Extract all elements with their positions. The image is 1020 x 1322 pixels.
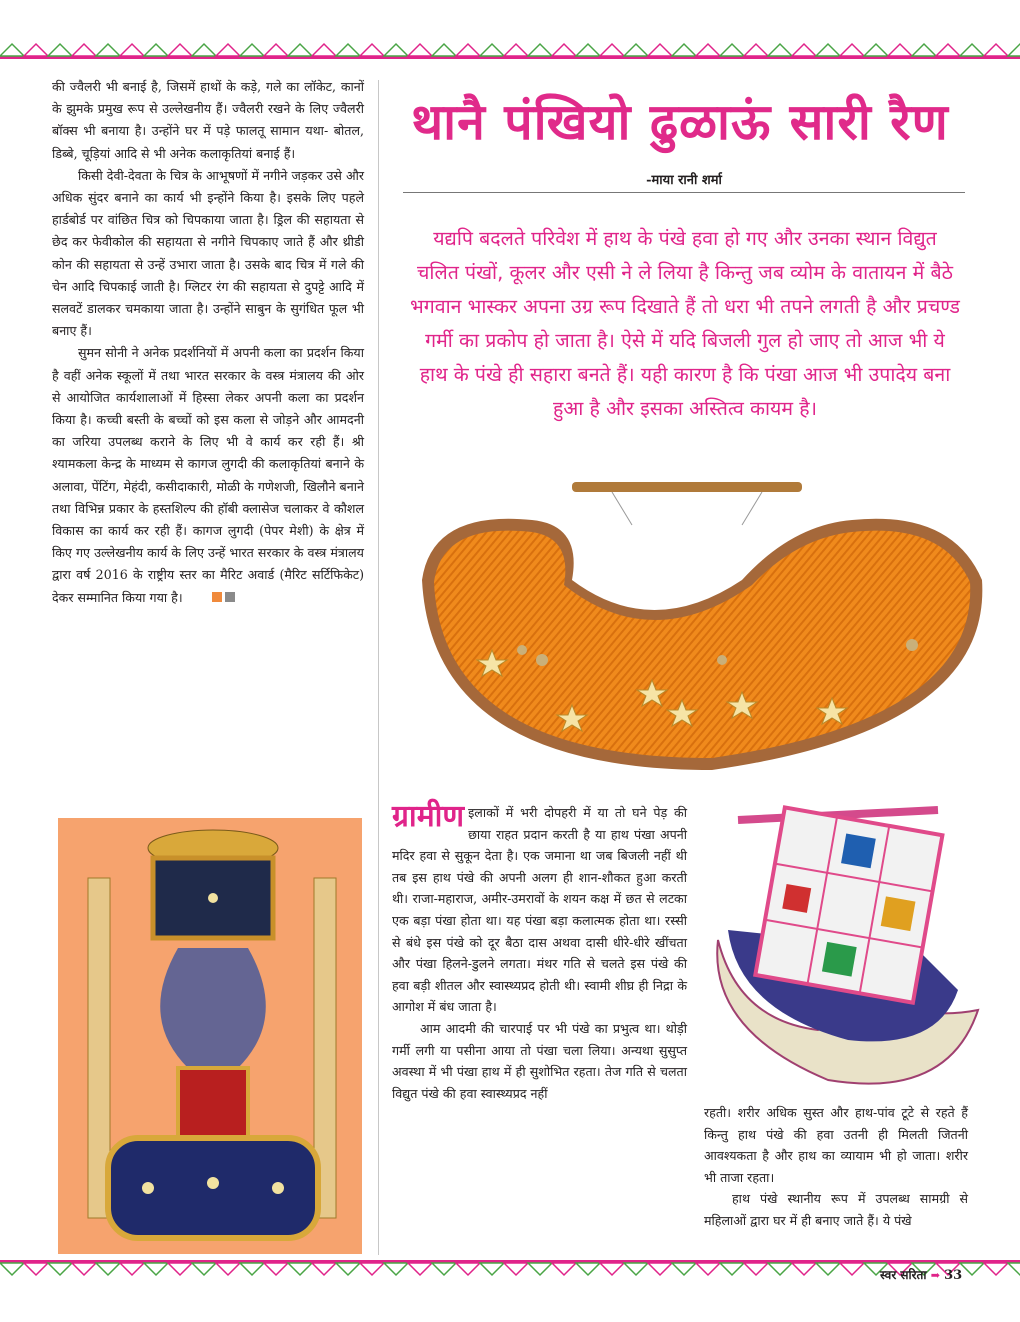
article-author: -माया रानी शर्मा	[646, 173, 722, 188]
article-intro: यद्यपि बदलते परिवेश में हाथ के पंखे हवा हो गए और उनका स्थान विद्युत चलित पंखों, कूलर और एसी ने ले लिया है किन्तु जब व्योम के वातायन में बैठे भगवान भास्कर अपना उग्र रूप दिखाते हैं तो धरा भी तपने लगती है और प्रचण्ड गर्मी का प्रकोप हो जाता है। ऐसे में यदि बिजली गुल हो जाए तो आज भी ये हाथ के पंखे ही सहारा बनते हैं। यही कारण है कि पंखा आज भी उपादेय बना हुआ है और इसका अस्तित्व कायम है।	[410, 227, 960, 420]
magazine-name: स्वर सरिता	[880, 1268, 927, 1282]
column-divider	[378, 80, 379, 1255]
paper-mache-lantern-image	[58, 818, 362, 1254]
embroidered-hand-fan-image	[698, 800, 988, 1100]
page-footer	[880, 1266, 962, 1283]
right-paragraph-2: हाथ पंखे स्थानीय रूप में उपलब्ध सामग्री से महिलाओं द्वारा घर में ही बनाए जाते हैं। ये पंखे	[704, 1191, 968, 1228]
decorative-top-border	[0, 38, 1020, 78]
dropcap-word: ग्रामीण	[392, 799, 465, 834]
left-paragraph-1: की ज्वैलरी भी बनाई है, जिसमें हाथों के कड़े, गले का लॉकेट, कानों के झुमके प्रमुख रूप से उल्लेखनीय हैं। ज्वैलरी रखने के लिए ज्वैलरी बॉक्स भी बनाया है। उन्होंने घर में पड़े फालतू सामान यथा- बोतल, डिब्बे, चूड़ियां आदि से भी अनेक कलाकृतियां बनाई हैं।	[52, 79, 364, 161]
arrow-icon: ➡	[930, 1269, 940, 1282]
left-paragraph-3: सुमन सोनी ने अनेक प्रदर्शनियों में अपनी कला का प्रदर्शन किया है वहीं अनेक स्कूलों में तथा भारत सरकार के वस्त्र मंत्रालय की ओर से आयोजित कार्यशालाओं में हिस्सा लेकर अपनी कला का प्रदर्शन किया है। कच्ची बस्ती के बच्चों को इस कला से जोड़ने और आमदनी का जरिया उपलब्ध कराने के लिए भी वे कार्य कर रही हैं। श्री श्यामकला केन्द्र के माध्यम से कागज लुगदी की कलाकृतियां बनाने के अलावा, पेंटिंग, मेहंदी, कसीदाकारी, मोळी के गणेशजी, खिलौने बनाने तथा विभिन्न प्रकार के हस्तशिल्प की हॉबी क्लासेज चलाकर वे कौशल विकास का कार्य कर रही हैं। कागज लुगदी (पेपर मेशी) के क्षेत्र में किए गए उल्लेखनीय कार्य के लिए उन्हें भारत सरकार के वस्त्र मंत्रालय द्वारा वर्ष 2016 के राष्ट्रीय स्तर का मैरिट अवार्ड (मैरिट सर्टिफिकेट) देकर सम्मानित किया गया है।	[52, 345, 365, 605]
end-of-section-marks	[183, 587, 235, 609]
article-title: थानै पंखियो ढुळाऊं सारी रैण	[411, 92, 949, 151]
right-column	[704, 1102, 968, 1232]
orange-hand-fan-image	[412, 470, 992, 790]
right-paragraph-1: रहती। शरीर अधिक सुस्त और हाथ-पांव टूटे से रहते हैं किन्तु हाथ पंखे की हवा उतनी ही मिलती जितनी आवश्यकता है और हाथ का व्यायाम भी हो जाता। शरीर भी ताजा रहता।	[704, 1105, 968, 1185]
left-paragraph-2: किसी देवी-देवता के चित्र के आभूषणों में नगीने जड़कर उसे और अधिक सुंदर बनाने का कार्य भी इन्होंने किया है। इसके लिए पहले हार्डबोर्ड पर वांछित चित्र को चिपकाया जाता है। ड्रिल की सहायता से छेद कर फेवीकोल की सहायता से नगीने चिपकाए जाते हैं और थ्रीडी कोन की सहायता से उन्हें उभारा जाता है। उसके बाद चित्र में गले की चेन आदि चिपकाई जाती है। ग्लिटर रंग की सहायता से दुपट्टे आदि में सलवटें डालकर चमकाया जाता है। उन्होंने साबुन के सुगंधित फूल भी बनाए हैं।	[52, 167, 364, 339]
middle-column	[392, 799, 687, 1104]
middle-paragraph-1: इलाकों में भरी दोपहरी में या तो घने पेड़ की छाया राहत प्रदान करती है या हाथ पंखा अपनी मदिर हवा से सुकून देता है। एक जमाना था जब बिजली नहीं थी तब इस हाथ पंखे की अपनी अलग ही शान-शौकत हुआ करती थी। राजा-महाराज, अमीर-उमरावों के शयन कक्ष में छत से लटका एक बड़ा पंखा होता था। यह पंखा बड़ा कलात्मक होता था। रस्सी से बंधे इस पंखे को दूर बैठा दास अथवा दासी धीरे-धीरे खींचता और पंखा हिलने-डुलने लगता। मंथर गति से चलते इस पंखे की हवा बड़ी शीतल और स्वास्थ्यप्रद होती थी। स्वामी शीघ्र ही निद्रा के आगोश में बंध जाता है।	[392, 805, 687, 1015]
middle-paragraph-2: आम आदमी की चारपाई पर भी पंखे का प्रभुत्व था। थोड़ी गर्मी लगी या पसीना आया तो पंखा चला लिया। अन्यथा सुसुप्त अवस्था में भी पंखा हाथ में ही सुशोभित रहता। तेज गति से चलता विद्युत पंखे की हवा स्वास्थ्यप्रद नहीं	[392, 1020, 687, 1101]
page-number: 33	[944, 1268, 963, 1283]
title-rule	[403, 192, 965, 193]
left-column	[52, 76, 364, 609]
decorative-bottom-border	[0, 1250, 1020, 1290]
